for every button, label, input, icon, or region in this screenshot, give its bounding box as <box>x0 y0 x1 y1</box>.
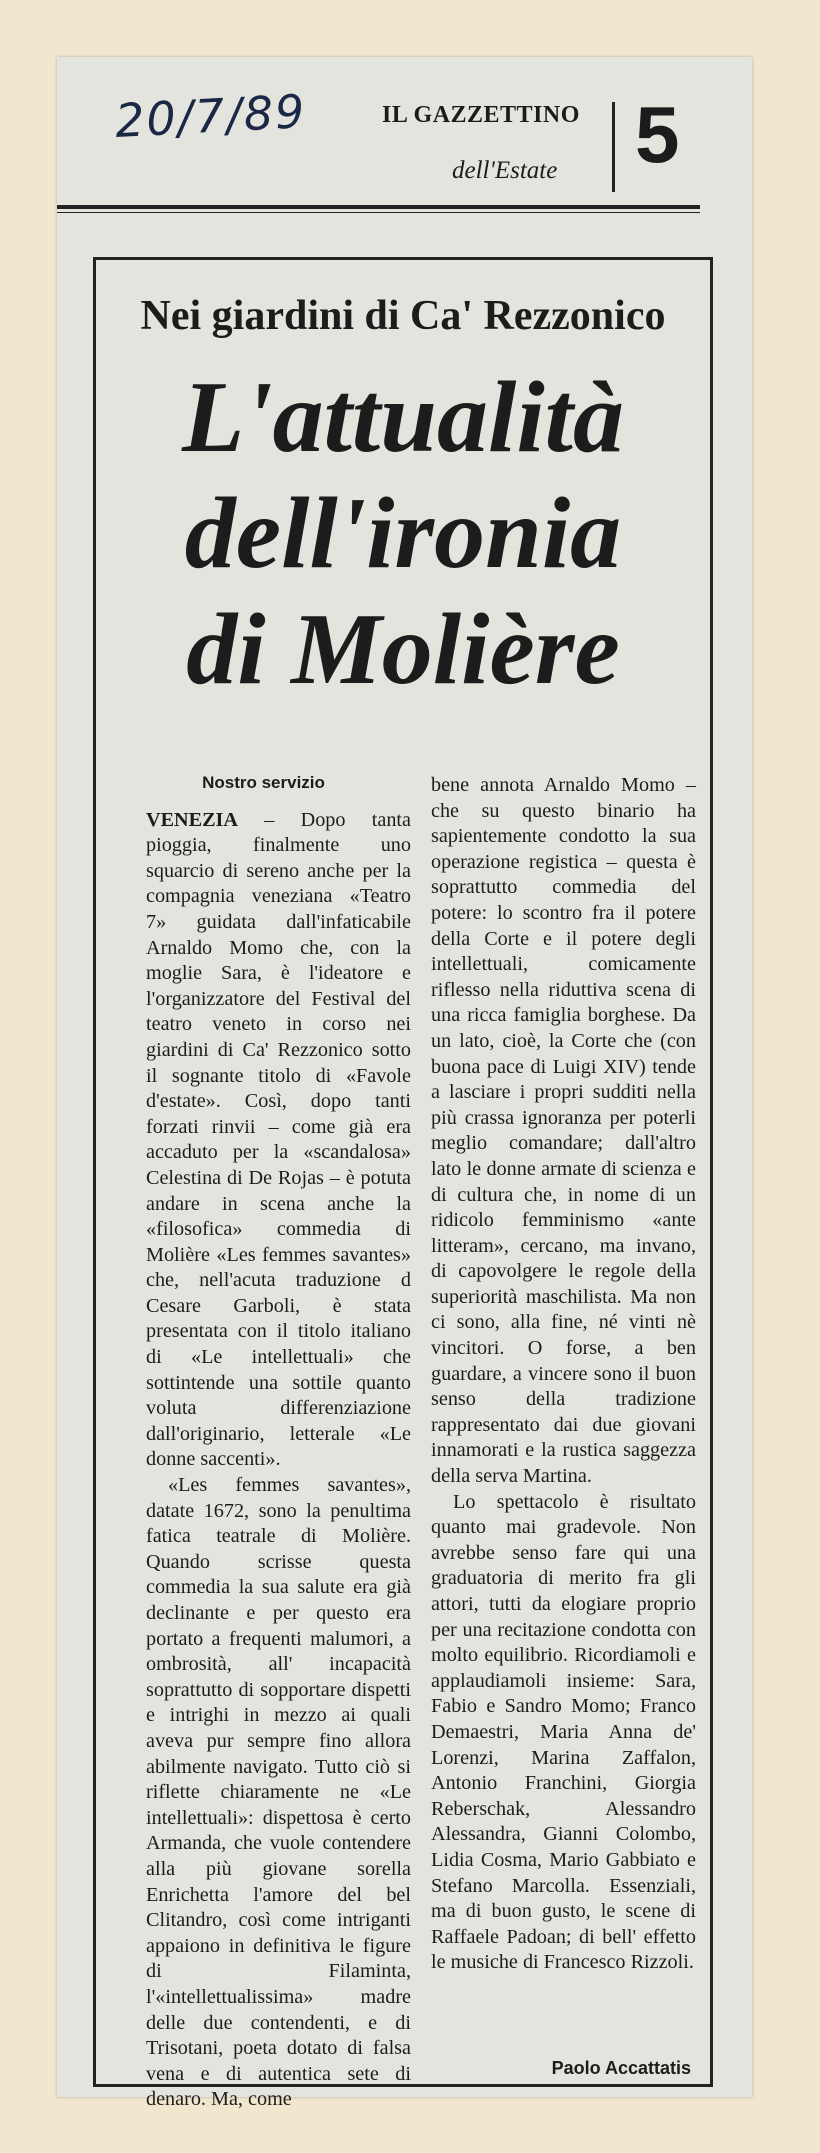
masthead: IL GAZZETTINO <box>382 102 580 128</box>
page-header <box>57 57 752 207</box>
author-signature: Paolo Accattatis <box>551 2058 691 2078</box>
headline-line: dell'ironia <box>184 477 622 590</box>
headline-line: di Molière <box>186 593 620 706</box>
paragraph <box>146 808 411 1473</box>
header-rule-thin <box>57 212 700 213</box>
handwritten-date: 20/7/89 <box>113 84 308 148</box>
paragraph: «Les femmes savantes», datate 1672, sono la penultima fatica teatrale di Molière. Quando scrisse questa commedia la sua salute era già declinante e per questo era portato a frequenti malumori, a ombrosità, all' incapacità soprattutto di sopportare dispetti e intrighi in mezzo ai quali aveva pur sempre fino allora abilmente navigato. Tutto ciò si riflette chiaramente ne «Le intellettuali»: dispettosa è certo Armanda, che vuole contendere alla più giovane sorella Enrichetta l'amore del bel Clitandro, così come intriganti appaiono in definitiva le figure di Filaminta, l'«intellettualissima» madre delle due contendenti, e di Trisotani, poeta dotato di falsa vena e di autentica sete di denaro. Ma, come <box>146 1474 411 2111</box>
byline: Nostro servizio <box>202 773 325 792</box>
edition-label: dell'Estate <box>452 157 558 184</box>
article-box <box>93 257 713 2111</box>
article-kicker: Nei giardini di Ca' Rezzonico <box>140 293 666 339</box>
article-column-right <box>431 773 696 1976</box>
header-rule <box>57 205 700 209</box>
paragraph-text: – Dopo tanta pioggia, finalmente uno squarcio di sereno anche per la compagnia veneziana «Teatro 7» guidata dall'infaticabile Arnaldo Momo che, con la moglie Sara, è l'ideatore e l'organizzatore del Festival del teatro veneto in corso nei giardini di Ca' Rezzonico sotto il sognante titolo di «Favole d'estate». Così, dopo tanti forzati rinvii – come già era accaduto per la «scandalosa» Celestina di De Rojas – è potuta andare in scena anche la «filosofica» commedia di Molière «Les femmes savantes» che, nell'acuta traduzione d Cesare Garboli, è stata presentata con il titolo italiano di «Le intellettuali» che sottintende una sottile quanto voluta differenziazione dall'originario, letterale «Le donne saccenti». <box>146 808 411 1471</box>
page-number: 5 <box>635 90 680 179</box>
article-column-left <box>146 770 411 2113</box>
header-divider <box>612 102 615 192</box>
headline-line: L'attualità <box>181 361 625 474</box>
paragraph: bene annota Arnaldo Momo – che su questo binario ha sapientemente condotto la sua operazione registica – questa è soprattutto commedia del potere: lo scontro fra il potere della Corte e il potere degli intellettuali, comicamente riflesso nella riduttiva scena di una ricca famiglia borghese. Da un lato, cioè, la Corte che (con buona pace di Luigi XIV) tende a lasciare i propri sudditi nella più crassa ignoranza per poterli meglio comandare; dall'altro lato le donne armate di scienza e di cultura che, in nome di un ridicolo femminismo «ante litteram», cercano, ma invano, di capovolgere le regole della superiorità maschilista. Ma non ci sono, alla fine, né vinti nè vincitori. O forse, a ben guardare, a vincere sono il buon senso della tradizione rappresentato dai due giovani innamorati e la rustica saggezza della serva Martina. <box>431 774 696 1488</box>
dateline: VENEZIA <box>146 808 238 831</box>
newspaper-clipping <box>57 57 752 2111</box>
article-headline <box>96 360 710 708</box>
paragraph: Lo spettacolo è risultato quanto mai gradevole. Non avrebbe senso fare qui una graduatoria di merito fra gli attori, tutti da elogiare proprio per una recitazione condotta con molto equilibrio. Ricordiamoli e applaudiamoli insieme: Sara, Fabio e Sandro Momo; Franco Demaestri, Maria Anna de' Lorenzi, Marina Zaffalon, Antonio Franchini, Giorgia Reberschak, Alessandro Alessandra, Gianni Colombo, Lidia Cosma, Mario Gabbiato e Stefano Marcolla. Essenziali, ma di buon gusto, le scene di Raffaele Padoan; di bell' effetto le musiche di Francesco Rizzoli. <box>431 1490 696 1974</box>
